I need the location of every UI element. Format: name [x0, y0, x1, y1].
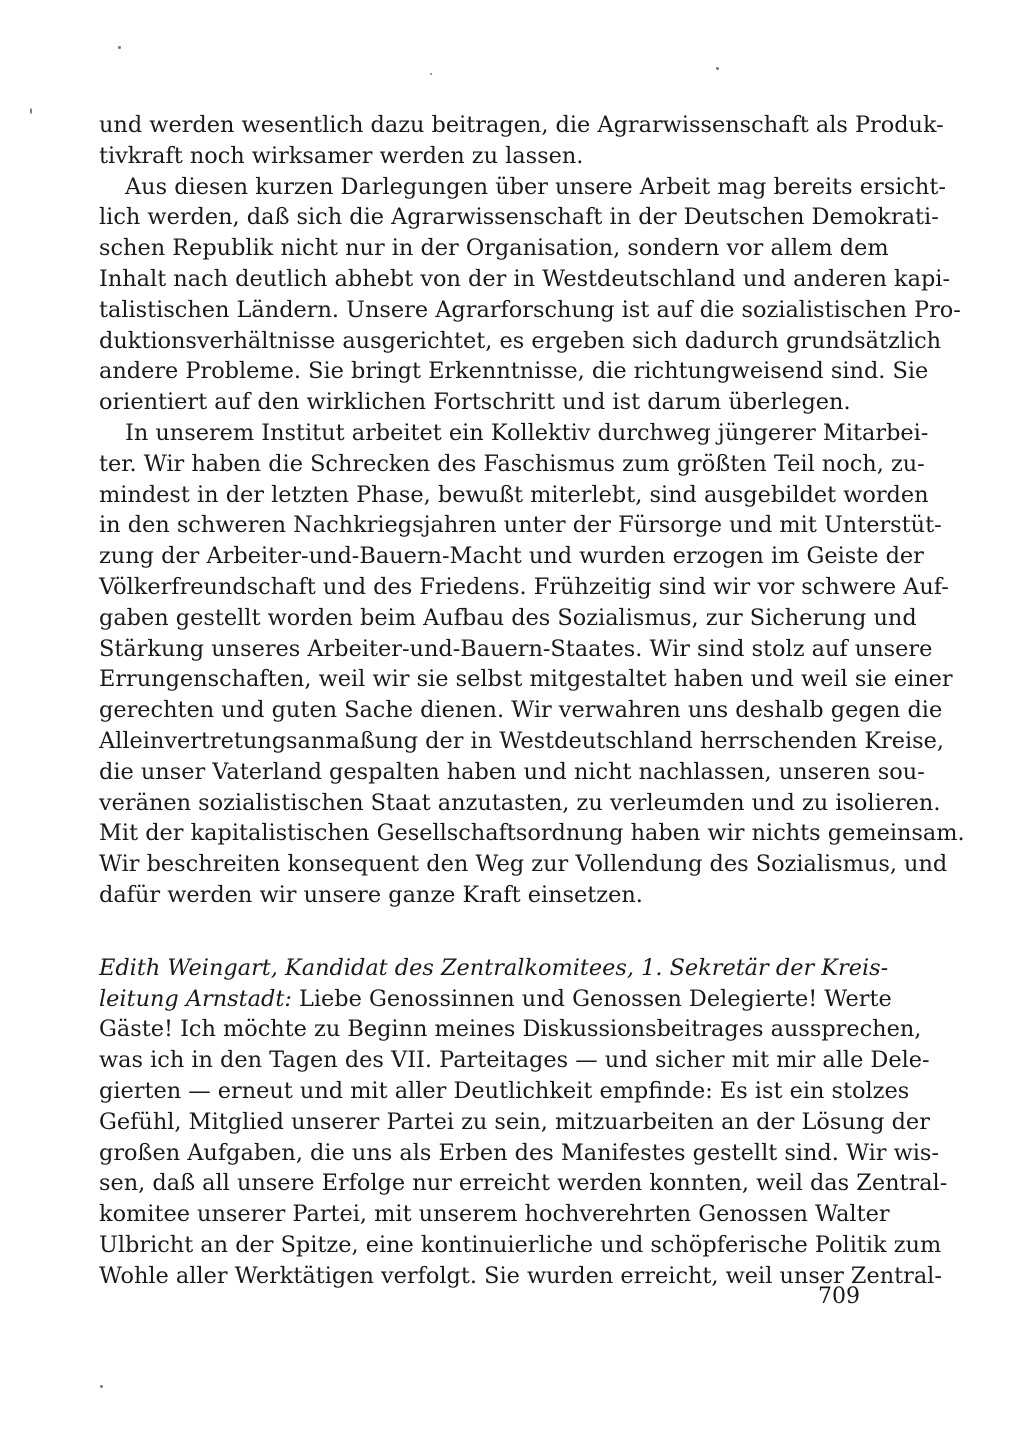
text-line: zung der Arbeiter-und-Bauern-Macht und wurden erzogen im Geiste der [99, 543, 924, 570]
text-line: duktionsverhältnisse ausgerichtet, es ergeben sich dadurch grundsätzlich [99, 327, 942, 354]
text-line: Inhalt nach deutlich abhebt von der in Westdeutschland und anderen kapi- [99, 265, 951, 292]
text-line: Ulbricht an der Spitze, eine kontinuierliche und schöpferische Politik zum [99, 1231, 942, 1258]
speaker-line: Edith Weingart, Kandidat des Zentralkomitees, 1. Sekretär der Kreis- [99, 954, 889, 981]
text-line: Wohle aller Werktätigen verfolgt. Sie wurden erreicht, weil unser Zentral- [99, 1262, 942, 1289]
text-line: Mit der kapitalistischen Gesellschaftsordnung haben wir nichts gemeinsam. [99, 820, 965, 847]
text-line [99, 984, 892, 1015]
text-line: sen, daß all unsere Erfolge nur erreicht werden konnten, weil das Zentral- [99, 1170, 948, 1197]
section-gap [99, 911, 871, 953]
body-text [99, 110, 965, 1291]
text-line: Gefühl, Mitglied unserer Partei zu sein, mitzuarbeiten an der Lösung der [99, 1108, 930, 1135]
text-line: großen Aufgaben, die uns als Erben des Manifestes gestellt sind. Wir wis- [99, 1139, 939, 1166]
text-line: die unser Vaterland gespalten haben und nicht nachlassen, unseren sou- [99, 758, 925, 785]
text-line: Alleinvertretungsanmaßung der in Westdeutschland herrschenden Kreise, [99, 727, 945, 754]
speech-paragraph [99, 953, 948, 1292]
text-line: Errungenschaften, weil wir sie selbst mitgestaltet haben und weil sie einer [99, 666, 953, 693]
text-line: dafür werden wir unsere ganze Kraft einsetzen. [99, 881, 643, 908]
text-line: gaben gestellt worden beim Aufbau des Sozialismus, zur Sicherung und [99, 604, 917, 631]
text-line: veränen sozialistischen Staat anzutasten, zu verleumden und zu isolieren. [99, 789, 941, 816]
text-line: Gäste! Ich möchte zu Beginn meines Diskussionsbeitrages aussprechen, [99, 1016, 922, 1043]
text-line: ter. Wir haben die Schrecken des Faschismus zum größten Teil noch, zu- [99, 450, 925, 477]
text-line: tivkraft noch wirksamer werden zu lassen. [99, 142, 584, 169]
text-line: komitee unserer Partei, mit unserem hochverehrten Genossen Walter [99, 1201, 890, 1228]
text-line: Völkerfreundschaft und des Friedens. Frühzeitig sind wir vor schwere Auf- [99, 573, 949, 600]
text-line: lich werden, daß sich die Agrarwissenschaft in der Deutschen Demokrati- [99, 204, 939, 231]
text-line: was ich in den Tagen des VII. Parteitages — und sicher mit mir alle Dele- [99, 1047, 930, 1074]
text-line: und werden wesentlich dazu beitragen, die Agrarwissenschaft als Produk- [99, 112, 944, 138]
paragraph-3 [99, 418, 965, 911]
paragraph-1 [99, 110, 944, 172]
paragraph-2 [99, 172, 961, 418]
speaker-location: leitung Arnstadt: [99, 985, 292, 1012]
text-line: gerechten und guten Sache dienen. Wir verwahren uns deshalb gegen die [99, 697, 943, 724]
text-line: in den schweren Nachkriegsjahren unter der Fürsorge und mit Unterstüt- [99, 512, 942, 539]
text-line: gierten — erneut und mit aller Deutlichkeit empfinde: Es ist ein stolzes [99, 1077, 910, 1104]
text-line: Stärkung unseres Arbeiter-und-Bauern-Staates. Wir sind stolz auf unsere [99, 635, 933, 662]
text-line: Wir beschreiten konsequent den Weg zur Vollendung des Sozialismus, und [99, 851, 948, 878]
text-line: orientiert auf den wirklichen Fortschritt und ist darum überlegen. [99, 389, 851, 416]
text-line: talistischen Ländern. Unsere Agrarforschung ist auf die sozialistischen Pro- [99, 296, 961, 323]
text-line: andere Probleme. Sie bringt Erkenntnisse, die richtungweisend sind. Sie [99, 358, 929, 385]
speech-start: Liebe Genossinnen und Genossen Delegierte! Werte [291, 985, 892, 1012]
text-line: In unserem Institut arbeitet ein Kollektiv durchweg jüngerer Mitarbei- [125, 419, 929, 446]
text-line: Aus diesen kurzen Darlegungen über unsere Arbeit mag bereits ersicht- [125, 173, 946, 200]
text-line: mindest in der letzten Phase, bewußt miterlebt, sind ausgebildet worden [99, 481, 929, 508]
page-number: 709 [818, 1284, 860, 1309]
text-line: schen Republik nicht nur in der Organisation, sondern vor allem dem [99, 235, 889, 262]
